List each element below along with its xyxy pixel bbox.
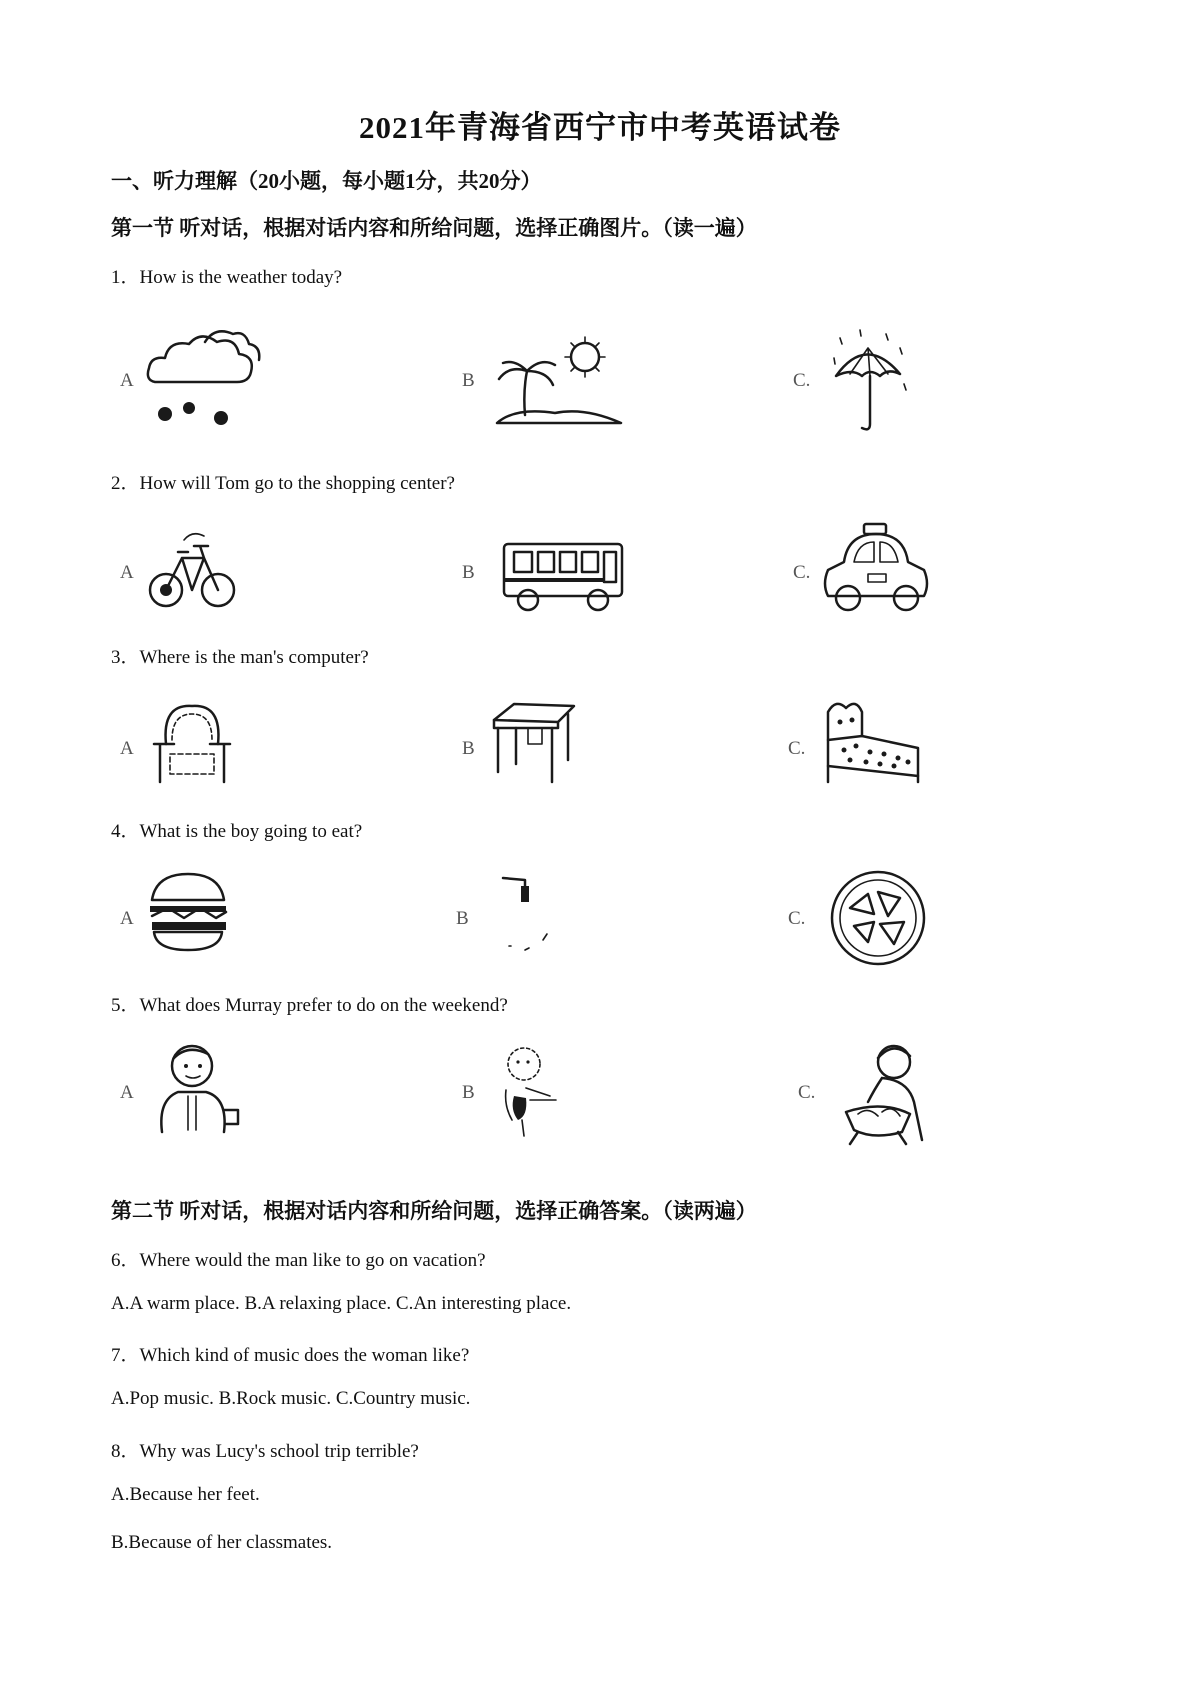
taxi-icon bbox=[820, 520, 932, 616]
chair-icon bbox=[150, 700, 234, 786]
option-letter-c: C. bbox=[793, 370, 811, 391]
option-letter-a: A bbox=[120, 1082, 134, 1103]
bus-icon bbox=[500, 538, 628, 614]
singing-icon bbox=[500, 1040, 570, 1140]
plate-of-food-icon bbox=[828, 868, 928, 968]
option-letter-c: C. bbox=[788, 738, 806, 759]
question-4: 4．What is the boy going to eat? bbox=[111, 821, 363, 842]
snow-cloud-icon bbox=[145, 322, 265, 432]
option-letter-b: B bbox=[462, 562, 475, 583]
desk-icon bbox=[492, 700, 576, 790]
section-heading-1: 第一节 听对话，根据对话内容和所给问题，选择正确图片。（读一遍） bbox=[111, 216, 757, 240]
question-6: 6．Where would the man like to go on vacation? bbox=[111, 1250, 486, 1271]
option-letter-c: C. bbox=[798, 1082, 816, 1103]
rain-umbrella-icon bbox=[830, 328, 910, 438]
option-letter-a: A bbox=[120, 908, 134, 929]
option-letter-b: B bbox=[462, 1082, 475, 1103]
boy-icon bbox=[148, 1040, 244, 1136]
option-letter-b: B bbox=[456, 908, 469, 929]
option-letter-a: A bbox=[120, 370, 134, 391]
question-1: 1．How is the weather today? bbox=[111, 267, 343, 288]
option-letter-b: B bbox=[462, 738, 475, 759]
option-letter-b: B bbox=[462, 370, 475, 391]
question-8: 8．Why was Lucy's school trip terrible? bbox=[111, 1441, 419, 1462]
option-letter-c: C. bbox=[788, 908, 806, 929]
option-letter-a: A bbox=[120, 562, 134, 583]
question-3: 3．Where is the man's computer? bbox=[111, 647, 369, 668]
washing-clothes-icon bbox=[838, 1040, 938, 1150]
question-6-options: A.A warm place. B.A relaxing place. C.An interesting place. bbox=[111, 1293, 572, 1314]
page-title: 2021年青海省西宁市中考英语试卷 bbox=[359, 110, 841, 145]
hamburger-icon bbox=[146, 870, 230, 954]
question-8-option-b: B.Because of her classmates. bbox=[111, 1532, 333, 1553]
bicycle-icon bbox=[148, 528, 238, 612]
section-heading-2: 第二节 听对话，根据对话内容和所给问题，选择正确答案。（读两遍） bbox=[111, 1199, 757, 1223]
question-5: 5．What does Murray prefer to do on the weekend? bbox=[111, 995, 508, 1016]
option-letter-a: A bbox=[120, 738, 134, 759]
sunny-island-icon bbox=[495, 335, 625, 430]
question-2: 2．How will Tom go to the shopping center? bbox=[111, 473, 455, 494]
question-7-options: A.Pop music. B.Rock music. C.Country music. bbox=[111, 1388, 471, 1409]
question-7: 7．Which kind of music does the woman like? bbox=[111, 1345, 470, 1366]
option-letter-c: C. bbox=[793, 562, 811, 583]
question-8-option-a: A.Because her feet. bbox=[111, 1484, 260, 1505]
noodles-icon bbox=[495, 872, 565, 952]
part-heading-listening: 一、听力理解（20小题，每小题1分，共20分） bbox=[111, 169, 542, 193]
bed-icon bbox=[822, 696, 926, 790]
